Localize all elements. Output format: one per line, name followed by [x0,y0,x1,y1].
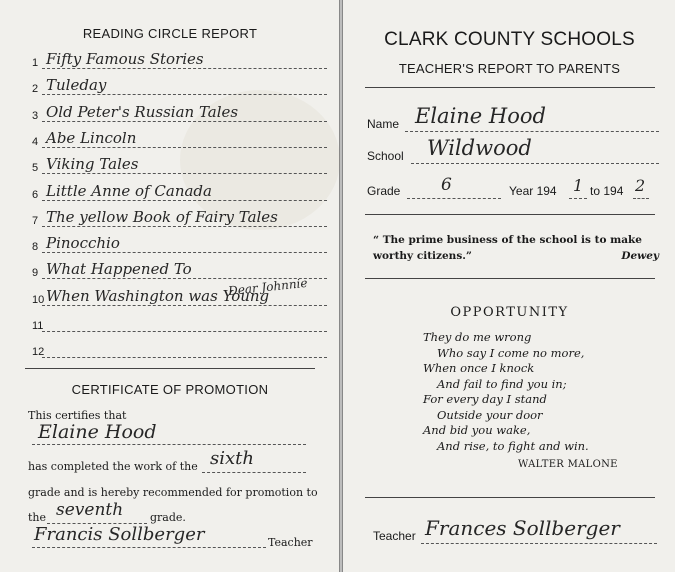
book-line [42,94,327,95]
poem-line: When once I knock [423,361,535,375]
book-row [32,70,327,96]
teacher-label-left: Teacher [268,536,313,549]
reading-circle-title: READING CIRCLE REPORT [82,26,258,41]
year-start-digit: 1 [573,176,584,195]
student-name-line [32,444,306,445]
book-number: 2 [32,83,39,96]
book-title: The yellow Book of Fairy Tales [46,207,278,226]
poem-line: And bid you wake, [423,423,531,437]
poem-line: For every day I stand [423,392,547,406]
book-number: 12 [32,346,45,359]
year-start-line [569,198,587,199]
school-label: School [367,149,404,163]
book-row [32,44,327,70]
poem-line: And fail to find you in; [437,376,567,391]
name-label: Name [367,117,400,131]
name-value: Elaine Hood [415,104,546,128]
book-row [32,202,327,228]
book-row [32,97,327,123]
book-number: 8 [32,241,39,254]
teacher-line-right [421,543,657,544]
book-title: What Happened To [46,260,192,279]
completed-grade: sixth [210,448,254,469]
book-title: Pinocchio [46,234,120,253]
completed-grade-line [202,472,306,473]
poem-line: And rise, to fight and win. [437,438,589,453]
book-number: 10 [32,293,45,306]
book-line [42,147,327,148]
book-line [42,173,327,174]
book-line [42,331,327,332]
book-title: Viking Tales [46,155,139,174]
book-line [42,226,327,227]
dewey-quote [373,232,663,264]
divider-rule [25,368,315,369]
teacher-signature-right: Frances Sollberger [425,516,620,540]
book-title: Tuleday [46,76,107,95]
certifies-text: This certifies that [28,409,127,422]
book-title: Old Peter's Russian Tales [46,102,239,121]
teacher-signature-left: Francis Sollberger [34,524,205,545]
book-line [42,121,327,122]
book-row [32,228,327,254]
book-row [32,123,327,149]
report-title: TEACHER'S REPORT TO PARENTS [398,61,621,76]
school-title: CLARK COUNTY SCHOOLS [384,29,635,50]
book-line [42,252,327,253]
grade-label: Grade [367,184,401,198]
grade-line [407,198,501,199]
right-page [342,0,675,572]
quote-text: “ The prime business of the school is to make worthy citizens.” [373,234,642,262]
completed-text: has completed the work of the [28,460,198,473]
poem-line: Outside your door [437,407,543,422]
poem-line: Who say I come no more, [437,345,585,360]
grade-text: grade. [150,511,186,524]
to-label: to 194 [590,184,624,198]
quote-author: Dewey [621,250,659,262]
grade-value: 6 [441,175,452,195]
book-row [32,149,327,175]
year-end-digit: 2 [635,176,646,195]
teacher-label-right: Teacher [373,529,416,543]
book-title: When Washington was Young [46,286,270,305]
name-line [405,131,659,132]
book-row [32,176,327,202]
next-grade: seventh [56,500,124,520]
book-row [32,254,327,280]
opportunity-poem [423,330,589,454]
school-value: Wildwood [427,136,532,160]
recommended-text: grade and is hereby recommended for promotion to [28,486,318,499]
book9-extra-note: Dear Johnnie [227,275,309,299]
teacher-signature-line [32,547,266,548]
opportunity-title: OPPORTUNITY [450,305,569,320]
book-title: Little Anne of Canada [46,181,212,200]
book-number: 7 [32,214,39,227]
certificate-title: CERTIFICATE OF PROMOTION [71,382,269,397]
book-line [42,357,327,358]
poet-name: WALTER MALONE [518,459,618,470]
info-rule [365,214,655,215]
book-number: 4 [32,135,39,148]
book-row [32,333,327,359]
book-number: 1 [32,57,39,69]
poem-rule [365,497,655,498]
the-text: the [28,511,47,524]
book-number: 3 [32,109,39,122]
book-row [32,307,327,333]
school-line [411,163,659,164]
book-line [42,68,327,69]
header-rule [365,87,655,88]
book-number: 9 [32,267,39,280]
book-number: 5 [32,162,39,175]
poem-line: They do me wrong [423,330,532,344]
book-line [42,305,327,306]
book-title: Abe Lincoln [46,128,137,147]
year-label: Year 194 [509,184,557,198]
student-name: Elaine Hood [38,421,157,443]
year-end-line [633,198,649,199]
book-number: 11 [32,320,44,332]
book-title: Fifty Famous Stories [46,50,204,68]
quote-rule [365,278,655,279]
book-number: 6 [32,188,39,201]
book-line [42,200,327,201]
